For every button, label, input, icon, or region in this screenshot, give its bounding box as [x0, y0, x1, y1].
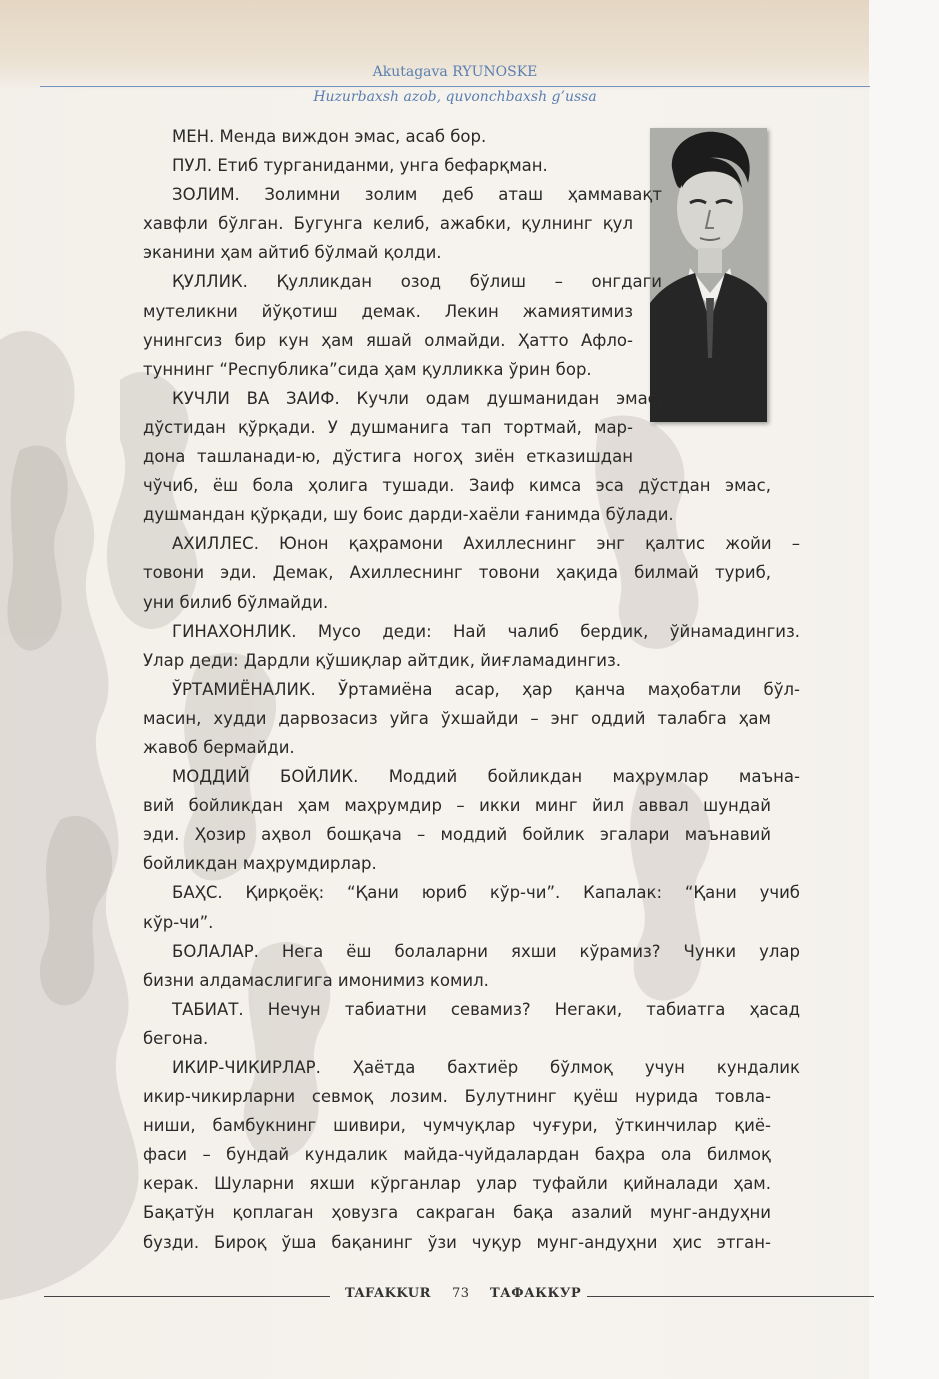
text-line: бузди. Бироқ ўша бақанинг ўзи чуқур мунг-андуҳни ҳис этган- [143, 1232, 771, 1252]
footer-journal-cyrillic: ТАФАККУР [490, 1286, 582, 1301]
text-line: чўчиб, ёш бола ҳолига тушади. Заиф кимса эса дўстдан эмас, [143, 476, 771, 496]
text-line: масин, худди дарвозасиз уйга ўхшайди – энг оддий талабга ҳам [143, 708, 771, 728]
article-body [143, 122, 800, 1257]
text-line: товони эди. Демак, Ахиллеснинг товони ҳақида билмай туриб, [143, 563, 771, 583]
text-line: ИКИР-ЧИКИРЛАР. Ҳаётда бахтиёр бўлмоқ учун кундалик [172, 1058, 800, 1077]
text-line: дўстидан қўрқади. У душманига тап тортмай, мар- [143, 417, 633, 437]
footer-rule-left [44, 1296, 330, 1297]
text-line: ГИНАХОНЛИК. Мусо деди: Най чалиб бердик, ўйнамадингиз. [172, 621, 800, 641]
text-line: ЗОЛИМ. Золимни золим деб аташ ҳаммавақт [172, 185, 662, 205]
text-line: МОДДИЙ БОЙЛИК. Моддий бойликдан маҳрумлар маъна- [172, 767, 800, 787]
text-line: душмандан қўрқади, шу боис дарди-хаёли ғанимда бўлади. [143, 505, 674, 525]
right-margin [869, 0, 939, 1379]
text-line: вий бойликдан ҳам маҳрумдир – икки минг йил аввал шундай [143, 796, 771, 816]
text-line: бойликдан маҳрумдирлар. [143, 854, 377, 874]
text-line: унингсиз бир кун ҳам яшай олмайди. Ҳатто Афло- [143, 330, 633, 350]
header-title: Huzurbaxsh azob, quvonchbaxsh g’ussa [313, 89, 597, 105]
text-line: мутеликни йўқотиш демак. Лекин жамиятимиз [143, 301, 633, 321]
text-line: Улар деди: Дардли қўшиқлар айтдик, йиғламадингиз. [143, 650, 621, 670]
text-line: КУЧЛИ ВА ЗАИФ. Кучли одам душманидан эмас, [172, 388, 662, 408]
text-line: МЕН. Менда виждон эмас, асаб бор. [172, 127, 487, 146]
text-line: бегона. [143, 1028, 209, 1048]
text-line: ТАБИАТ. Нечун табиатни севамиз? Негаки, табиатга ҳасад [172, 999, 800, 1019]
text-line: икир-чикирларни севмоқ лозим. Булутнинг қуёш нурида товла- [143, 1087, 771, 1107]
text-line: эканини ҳам айтиб бўлмай қолди. [143, 243, 442, 263]
text-line: Бақатўн қоплаган ҳовузга сакраган бақа азалий мунг-андуҳни [143, 1203, 771, 1223]
header-author: Akutagava RYUNOSKE [372, 64, 538, 80]
footer-rule-right [587, 1296, 874, 1297]
text-line: БАҲС. Қирқоёқ: “Қани юриб кўр-чи”. Капалак: “Қани учиб [172, 883, 800, 903]
text-line: хавфли бўлган. Бугунга келиб, ажабки, қулнинг қул [143, 214, 633, 234]
text-line: уни билиб бўлмайди. [143, 592, 329, 612]
text-line: БОЛАЛАР. Нега ёш болаларни яхши кўрамиз? Чунки улар [172, 941, 800, 961]
header-rule [40, 86, 870, 87]
text-line: бизни алдамаслигига имонимиз комил. [143, 970, 489, 990]
text-line: АХИЛЛЕС. Юнон қаҳрамони Ахиллеснинг энг қалтис жойи – [172, 534, 800, 554]
page-number: 73 [452, 1286, 470, 1301]
text-line: туннинг “Республика”сида ҳам қулликка ўрин бор. [143, 359, 592, 379]
text-line: ҚУЛЛИК. Қулликдан озод бўлиш – онгдаги [172, 272, 662, 292]
text-line: керак. Шуларни яхши кўрганлар улар туфайли қийналади ҳам. [143, 1174, 771, 1194]
footer-journal-latin: TAFAKKUR [345, 1286, 431, 1301]
text-line: дона ташланади-ю, дўстига ногоҳ зиён етказишдан [143, 447, 633, 467]
text-line: ПУЛ. Етиб турганиданми, унга бефарқман. [172, 156, 548, 176]
text-line: кўр-чи”. [143, 912, 214, 932]
text-line: жавоб бермайди. [143, 737, 295, 757]
text-line: эди. Ҳозир аҳвол бошқача – моддий бойлик эгалари маънавий [143, 825, 771, 845]
text-line: ЎРТАМИЁНАЛИК. Ўртамиёна асар, ҳар қанча маҳобатли бўл- [172, 679, 800, 699]
text-line: фаси – бундай кундалик майда-чуйдалардан баҳра ола билмоқ [143, 1145, 771, 1165]
text-line: ниши, бамбукнинг шивири, чумчуқлар чуғури, ўткинчилар қиё- [143, 1116, 771, 1136]
